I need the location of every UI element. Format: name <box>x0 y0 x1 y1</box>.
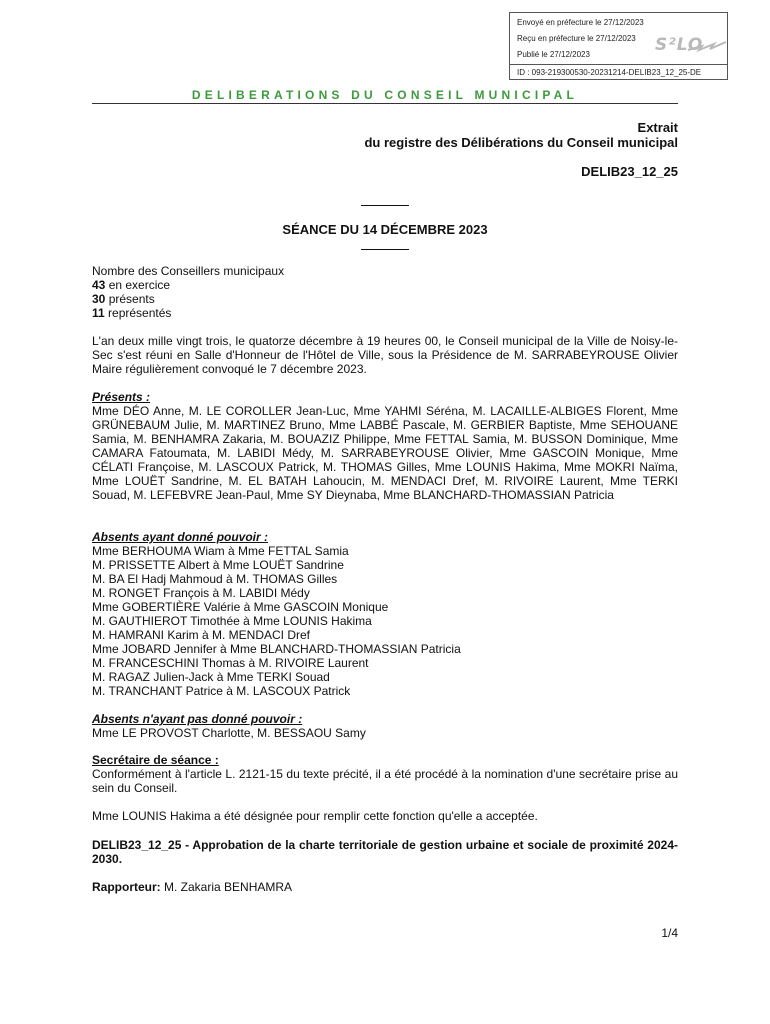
registry-label: du registre des Délibérations du Conseil municipal <box>364 135 678 150</box>
page-number: 1/4 <box>661 926 678 940</box>
separator-dash <box>361 205 409 206</box>
prefecture-stamp <box>509 12 728 80</box>
secretary-heading: Secrétaire de séance : <box>92 753 219 767</box>
stamp-received-line: Reçu en préfecture le 27/12/2023 <box>517 34 636 43</box>
deliberation-reference: DELIB23_12_25 <box>581 164 678 179</box>
proxy-item: M. TRANCHANT Patrice à M. LASCOUX Patrick <box>92 684 351 698</box>
rapporteur-label: Rapporteur: <box>92 880 161 894</box>
counts-heading: Nombre des Conseillers municipaux <box>92 264 285 278</box>
count-present: 30 présents <box>92 292 155 306</box>
presents-section <box>92 390 678 502</box>
proxy-item: M. HAMRANI Karim à M. MENDACI Dref <box>92 628 311 642</box>
document-header-title: DELIBERATIONS DU CONSEIL MUNICIPAL <box>191 88 579 102</box>
header-divider <box>92 103 678 104</box>
absents-section <box>92 712 678 740</box>
proxy-item: Mme GOBERTIÈRE Valérie à Mme GASCOIN Monique <box>92 600 389 614</box>
extract-label: Extrait <box>637 120 678 135</box>
stamp-published-line: Publié le 27/12/2023 <box>517 50 590 59</box>
proxy-item: M. RAGAZ Julien-Jack à Mme TERKI Souad <box>92 670 330 684</box>
secretary-designation: Mme LOUNIS Hakima a été désignée pour remplir cette fonction qu'elle a acceptée. <box>92 809 538 823</box>
absents-list: Mme LE PROVOST Charlotte, M. BESSAOU Samy <box>92 726 366 740</box>
proxy-item: Mme JOBARD Jennifer à Mme BLANCHARD-THOMASSIAN Patricia <box>92 642 461 656</box>
session-intro: L'an deux mille vingt trois, le quatorze décembre à 19 heures 00, le Conseil municipal de la Ville de Noisy-le-Sec s'est réuni en Salle d'Honneur de l'Hôtel de Ville, sous la Présidence de M. SARRABEYROUSE Olivier Maire régulièrement convoqué le 7 décembre 2023. <box>92 334 678 376</box>
s2lo-logo: S²LO <box>655 35 704 55</box>
logo-wing-icon <box>686 40 728 54</box>
proxy-item: M. RONGET François à M. LABIDI Médy <box>92 586 310 600</box>
separator-dash <box>361 249 409 250</box>
count-in-office: 43 en exercice <box>92 278 171 292</box>
proxy-item: M. PRISSETTE Albert à Mme LOUËT Sandrine <box>92 558 344 572</box>
presents-list: Mme DÉO Anne, M. LE COROLLER Jean-Luc, Mme YAHMI Séréna, M. LACAILLE-ALBIGES Florent, Mme GRÜNEBAUM Julie, M. MARTINEZ Bruno, Mme LABBÉ Pascale, M. GERBIER Baptiste, Mme SEHOUANE Samia, M. BENHAMRA Zakaria, M. BOUAZIZ Philippe, Mme FETTAL Samia, M. BUSSON Dominique, Mme CAMARA Fatoumata, M. LABIDI Médy, M. SARRABEYROUSE Olivier, Mme GASCOIN Monique, Mme CÉLATI Françoise, M. LASCOUX Patrick, M. THOMAS Gilles, Mme LOUNIS Hakima, Mme MOKRI Naïma, Mme LOUËT Sandrine, M. EL BATAH Lahoucin, M. MENDACI Dref, M. RIVOIRE Laurent, Mme TERKI Souad, M. LEFEBVRE Jean-Paul, Mme SY Dieynaba, Mme BLANCHARD-THOMASSIAN Patricia <box>92 404 678 502</box>
deliberation-title: DELIB23_12_25 - Approbation de la charte territoriale de gestion urbaine et sociale de proximité 2024-2030. <box>92 838 678 866</box>
proxy-item: M. FRANCESCHINI Thomas à M. RIVOIRE Laurent <box>92 656 369 670</box>
councillor-counts <box>92 264 678 320</box>
proxy-item: M. GAUTHIEROT Timothée à Mme LOUNIS Hakima <box>92 614 372 628</box>
presents-heading: Présents : <box>92 390 151 404</box>
rapporteur-line <box>92 880 678 894</box>
secretary-text: Conformément à l'article L. 2121-15 du texte précité, il a été procédé à la nomination d'une secrétaire prise au sein du Conseil. <box>92 767 678 795</box>
session-title: SÉANCE DU 14 DÉCEMBRE 2023 <box>282 222 488 237</box>
absents-heading: Absents n'ayant pas donné pouvoir : <box>92 712 303 726</box>
stamp-sent-line: Envoyé en préfecture le 27/12/2023 <box>517 18 644 27</box>
secretary-section <box>92 753 678 795</box>
rapporteur-name: M. Zakaria BENHAMRA <box>160 880 293 894</box>
proxy-item: Mme BERHOUMA Wiam à Mme FETTAL Samia <box>92 544 349 558</box>
stamp-divider <box>510 64 727 65</box>
proxies-heading: Absents ayant donné pouvoir : <box>92 530 269 544</box>
count-represented: 11 représentés <box>92 306 172 320</box>
stamp-id-line: ID : 093-219300530-20231214-DELIB23_12_25-DE <box>517 68 702 77</box>
proxies-section <box>92 530 678 698</box>
proxy-item: M. BA El Hadj Mahmoud à M. THOMAS Gilles <box>92 572 338 586</box>
